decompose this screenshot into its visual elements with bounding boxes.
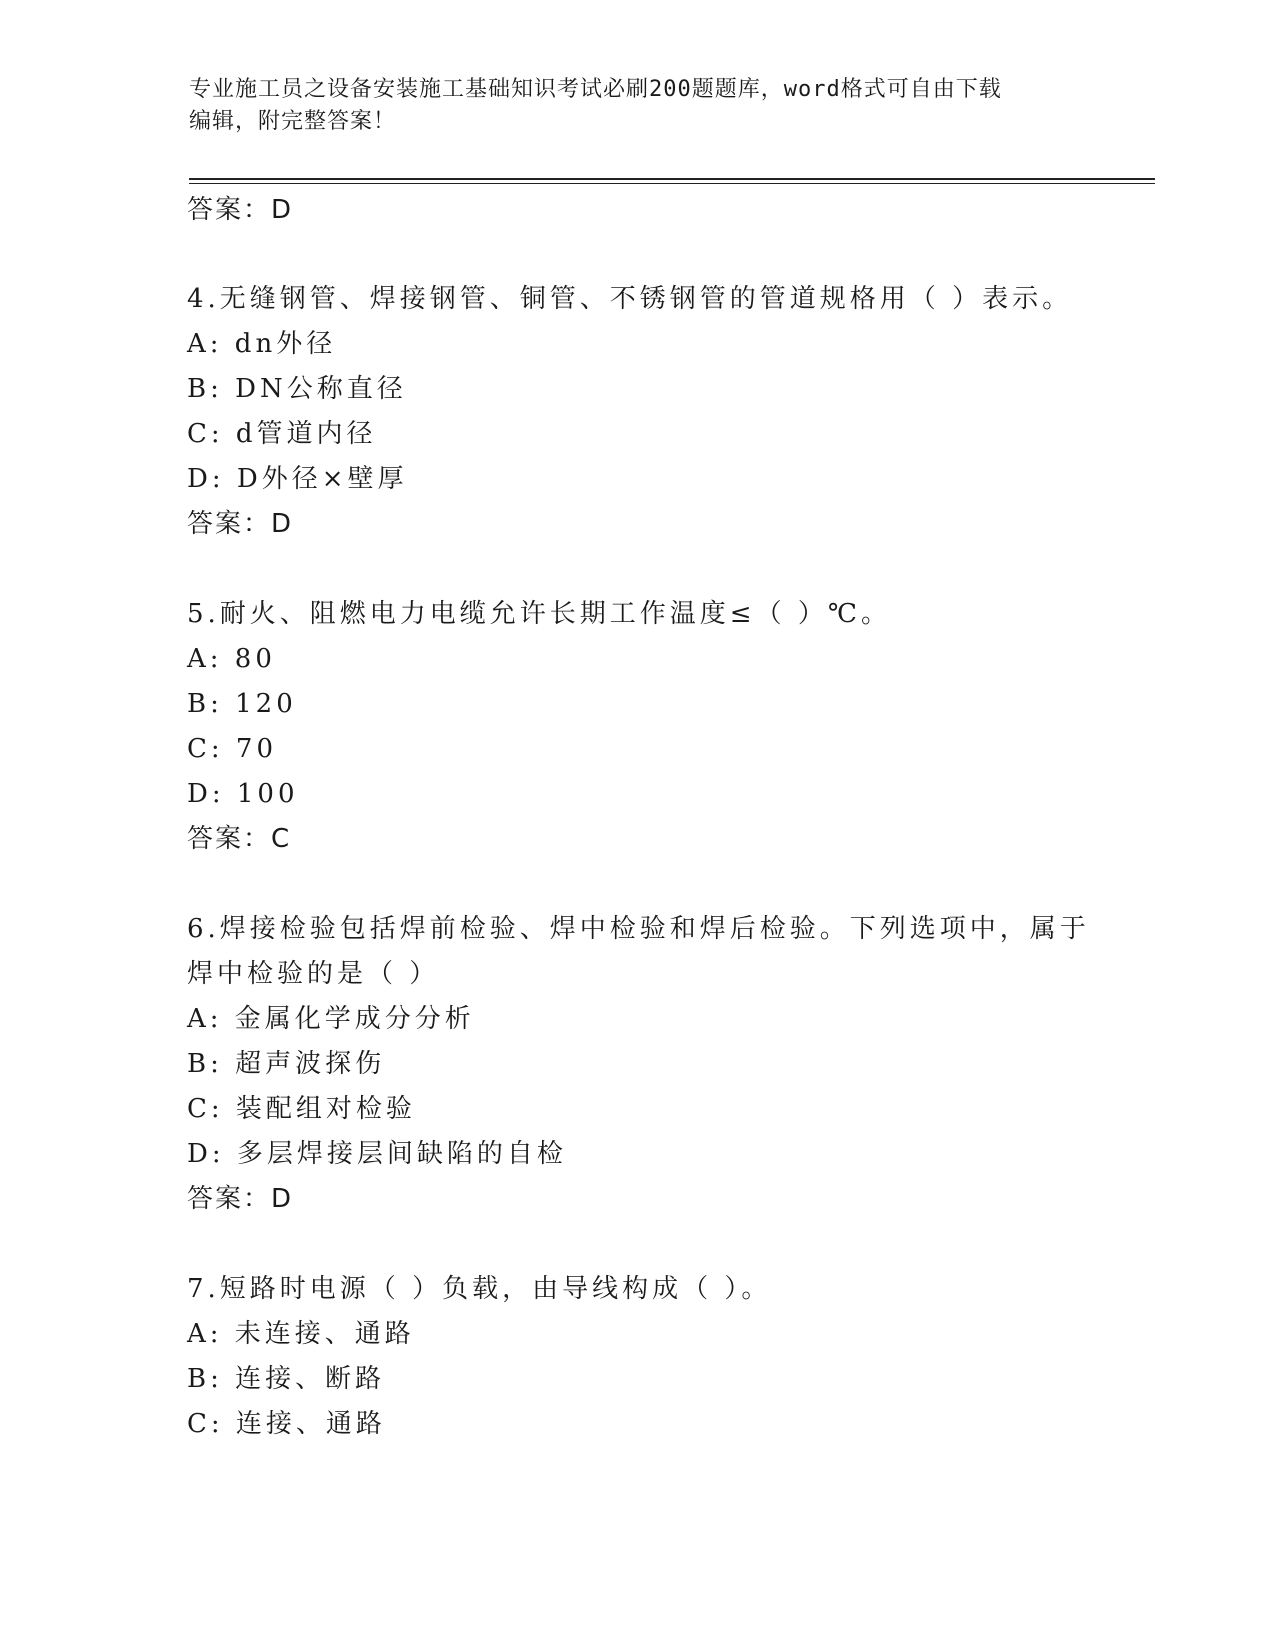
question-6-answer: 答案：D bbox=[187, 1184, 294, 1214]
question-5-answer: 答案：C bbox=[187, 824, 292, 854]
question-4-option-d: D: D外径×壁厚 bbox=[187, 464, 408, 494]
question-4-option-c: C: d管道内径 bbox=[187, 419, 377, 449]
page-header bbox=[189, 74, 1089, 138]
question-4-answer: 答案：D bbox=[187, 509, 294, 539]
question-7-option-a: A: 未连接、通路 bbox=[187, 1319, 415, 1349]
question-5-option-c: C: 70 bbox=[187, 734, 278, 764]
question-6-option-d: D: 多层焊接层间缺陷的自检 bbox=[187, 1139, 567, 1169]
question-7-option-b: B: 连接、断路 bbox=[187, 1364, 386, 1394]
question-6-text-line-1: 6.焊接检验包括焊前检验、焊中检验和焊后检验。下列选项中，属于 bbox=[187, 914, 1090, 944]
question-6-option-a: A: 金属化学成分分析 bbox=[187, 1004, 475, 1034]
question-5-text: 5.耐火、阻燃电力电缆允许长期工作温度≤（ ）℃。 bbox=[187, 599, 891, 629]
question-6-option-c: C: 装配组对检验 bbox=[187, 1094, 416, 1124]
question-4-option-b: B: DN公称直径 bbox=[187, 374, 407, 404]
question-5-option-d: D: 100 bbox=[187, 779, 299, 809]
question-7-text: 7.短路时电源（ ）负载，由导线构成（ ）。 bbox=[187, 1274, 772, 1304]
header-divider-thin bbox=[189, 183, 1155, 184]
question-7-option-c: C: 连接、通路 bbox=[187, 1409, 386, 1439]
header-title-line-1: 专业施工员之设备安装施工基础知识考试必刷200题题库，word格式可自由下载 bbox=[189, 77, 1002, 102]
question-5-option-b: B: 120 bbox=[187, 689, 297, 719]
previous-answer: 答案：D bbox=[187, 195, 294, 225]
header-divider-thick bbox=[189, 178, 1155, 180]
question-4-option-a: A: dn外径 bbox=[187, 329, 337, 359]
question-5-option-a: A: 80 bbox=[187, 644, 276, 674]
header-title-line-2: 编辑，附完整答案！ bbox=[189, 109, 397, 134]
question-6-text-line-2: 焊中检验的是（ ） bbox=[187, 959, 440, 989]
question-6-option-b: B: 超声波探伤 bbox=[187, 1049, 386, 1079]
question-4-text: 4.无缝钢管、焊接钢管、铜管、不锈钢管的管道规格用（ ）表示。 bbox=[187, 284, 1073, 314]
